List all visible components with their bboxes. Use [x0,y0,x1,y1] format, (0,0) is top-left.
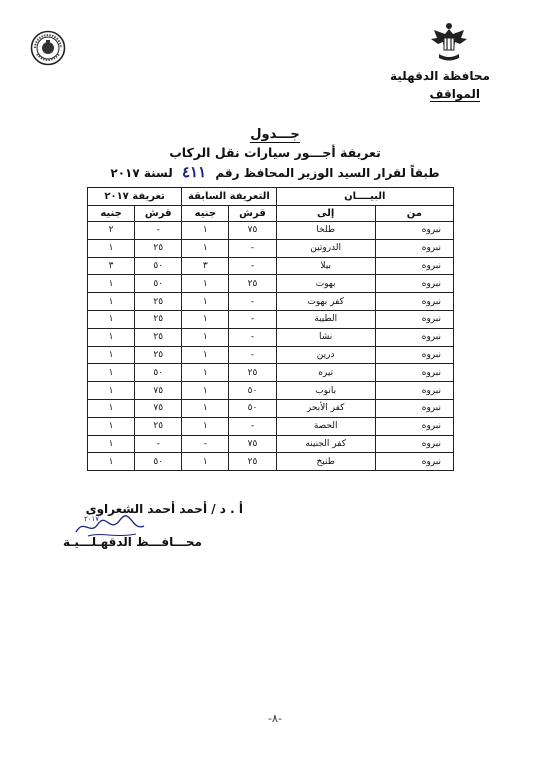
cell-to: كفر بهوت [276,293,375,311]
cell-prev-pound: ١ [182,346,229,364]
table-group-header [88,188,454,206]
cell-to: درين [276,346,375,364]
col-to: إلى [276,206,375,222]
doc-subtitle: تعريفة أجـــور سيارات نقل الركاب [169,145,381,160]
cell-new-pound: ١ [88,275,135,293]
cell-prev-pound: ١ [182,453,229,471]
cell-to: بانوب [276,382,375,400]
cell-new-pound: ١ [88,399,135,417]
cell-new-qirsh: ٢٥ [135,293,182,311]
doc-title-text: جـــدول [250,127,300,142]
cell-to: الدروتين [276,239,375,257]
decree-prefix: طبقاً لقرار السيد الوزير المحافظ رقم [215,166,440,180]
cell-new-qirsh: ٢٥ [135,239,182,257]
cell-prev-pound: ١ [182,222,229,240]
cell-prev-pound: ١ [182,275,229,293]
cell-from: نبروه [375,364,453,382]
cell-from: نبروه [375,435,453,453]
cell-new-qirsh: ٢٥ [135,310,182,328]
cell-prev-pound: ١ [182,417,229,435]
table-row [88,239,454,257]
cell-to: تيره [276,364,375,382]
cell-prev-qirsh: ٧٥ [229,435,276,453]
cell-new-pound: ١ [88,435,135,453]
cell-prev-pound: - [182,435,229,453]
table-row [88,417,454,435]
table-row [88,435,454,453]
eagle-emblem-icon [428,20,470,64]
cell-new-pound: ١ [88,328,135,346]
cell-to: الطيبة [276,310,375,328]
table-row [88,257,454,275]
table-column-header [88,206,454,222]
cell-prev-qirsh: ٥٠ [229,382,276,400]
cell-from: نبروه [375,328,453,346]
table-row [88,346,454,364]
cell-new-qirsh: - [135,435,182,453]
cell-prev-pound: ١ [182,328,229,346]
cell-new-pound: ١ [88,364,135,382]
signatory-name: أ . د / أحمد أحمد الشعراوى [85,502,243,516]
cell-new-qirsh: ٥٠ [135,453,182,471]
cell-to: الحصة [276,417,375,435]
cell-new-qirsh: ٧٥ [135,399,182,417]
doc-title [0,127,550,142]
cell-prev-pound: ١ [182,310,229,328]
cell-from: نبروه [375,239,453,257]
table-row [88,364,454,382]
cell-from: نبروه [375,310,453,328]
department-name: المواقف [429,87,480,101]
cell-new-pound: ١ [88,310,135,328]
cell-from: نبروه [375,275,453,293]
cell-new-pound: ١ [88,346,135,364]
cell-prev-qirsh: - [229,328,276,346]
header-statement: البيــــان [276,188,453,206]
col-prev-pound: جنيه [182,206,229,222]
cell-from: نبروه [375,453,453,471]
header-2017-fare: تعريفة ٢٠١٧ [88,188,182,206]
cell-new-pound: ١ [88,417,135,435]
col-new-pound: جنيه [88,206,135,222]
governorate-name: محافظة الدقهلية [390,69,490,83]
cell-new-qirsh: ٢٥ [135,417,182,435]
cell-prev-qirsh: - [229,346,276,364]
header-previous-fare: التعريفة السابقة [182,188,276,206]
cell-prev-qirsh: ٧٥ [229,222,276,240]
cell-from: نبروه [375,399,453,417]
cell-from: نبروه [375,346,453,364]
cell-prev-pound: ١ [182,293,229,311]
page-number: -٨- [268,712,282,725]
cell-prev-qirsh: - [229,239,276,257]
table-row [88,399,454,417]
cell-from: نبروه [375,222,453,240]
table-row [88,293,454,311]
col-from: من [375,206,453,222]
decree-number: ٤١١ [181,163,207,181]
cell-to: كفر الأبحر [276,399,375,417]
cell-new-pound: ١ [88,239,135,257]
cell-prev-pound: ١ [182,239,229,257]
table-row [88,382,454,400]
cell-new-pound: ١ [88,382,135,400]
cell-to: طنيخ [276,453,375,471]
cell-prev-qirsh: ٢٥ [229,364,276,382]
cell-new-pound: ٣ [88,257,135,275]
cell-from: نبروه [375,382,453,400]
cell-new-qirsh: ٢٥ [135,328,182,346]
table-row [88,328,454,346]
cell-prev-qirsh: ٥٠ [229,399,276,417]
table-row [88,222,454,240]
cell-prev-pound: ٣ [182,257,229,275]
cell-from: نبروه [375,257,453,275]
cell-to: كفر الجنينه [276,435,375,453]
cell-prev-pound: ١ [182,364,229,382]
cell-prev-qirsh: ٢٥ [229,453,276,471]
table-row [88,453,454,471]
table-row [88,275,454,293]
governorate-seal-icon [30,30,66,66]
cell-prev-pound: ١ [182,399,229,417]
cell-new-qirsh: ٥٠ [135,275,182,293]
cell-from: نبروه [375,293,453,311]
cell-to: نشا [276,328,375,346]
cell-prev-qirsh: - [229,310,276,328]
col-new-qirsh: قرش [135,206,182,222]
cell-from: نبروه [375,417,453,435]
signatory-title: محـــافـــظ الدقهـلـــيـة [63,535,202,549]
cell-new-pound: ١ [88,293,135,311]
cell-new-qirsh: ٧٥ [135,382,182,400]
table-row [88,310,454,328]
signature-date: ٢٠١٧ [84,515,100,523]
cell-new-pound: ٢ [88,222,135,240]
decree-year: لسنة ٢٠١٧ [110,166,173,180]
cell-new-qirsh: ٥٠ [135,364,182,382]
cell-new-qirsh: ٢٥ [135,346,182,364]
cell-new-qirsh: - [135,222,182,240]
cell-prev-pound: ١ [182,382,229,400]
fare-table [87,187,454,471]
cell-prev-qirsh: - [229,293,276,311]
cell-prev-qirsh: - [229,257,276,275]
col-prev-qirsh: قرش [229,206,276,222]
cell-new-pound: ١ [88,453,135,471]
cell-prev-qirsh: ٢٥ [229,275,276,293]
cell-new-qirsh: ٥٠ [135,257,182,275]
cell-to: بيلا [276,257,375,275]
cell-prev-qirsh: - [229,417,276,435]
cell-to: طلخا [276,222,375,240]
cell-to: بهوت [276,275,375,293]
decree-line [0,163,550,181]
